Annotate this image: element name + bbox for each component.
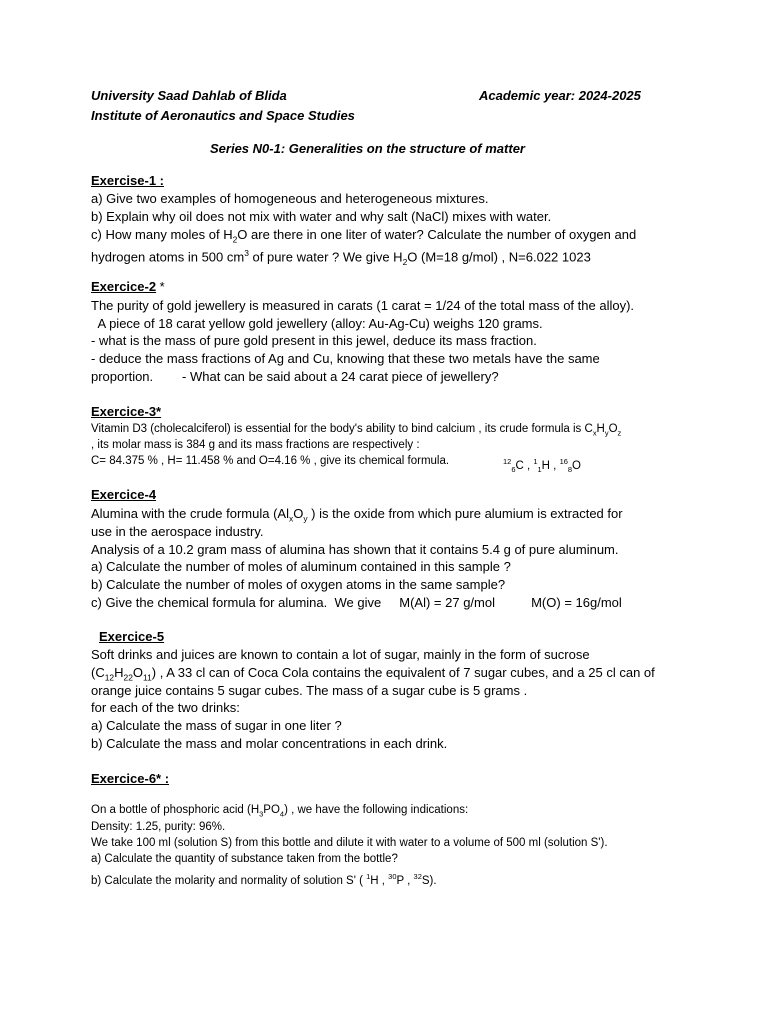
atomic-number: 1 xyxy=(537,465,542,475)
element-symbol: C , xyxy=(515,459,534,472)
mass-number: 32 xyxy=(413,872,422,881)
atomic-number: 6 xyxy=(511,465,516,475)
exercise-5-line4: for each of the two drinks: xyxy=(91,700,240,715)
element-symbol: O xyxy=(572,459,581,472)
subscript: y xyxy=(303,513,308,524)
mass-number: 30 xyxy=(388,872,397,881)
exercise-6-a: a) Calculate the quantity of substance taken from the bottle? xyxy=(91,853,398,865)
exercise-1-c-line2 xyxy=(91,244,591,271)
exercise-2-heading xyxy=(91,279,165,294)
text-segment: ) , A 33 cl can of Coca Cola contains the equivalent of 7 sugar cubes, and a 25 cl can of xyxy=(151,665,655,680)
text-segment: b) Calculate the molarity and normality of solution S' ( xyxy=(91,874,367,887)
exercise-4-a: a) Calculate the number of moles of aluminum contained in this sample ? xyxy=(91,559,511,574)
text-segment: ) , we have the following indications: xyxy=(284,804,469,816)
subscript: z xyxy=(617,428,622,438)
atomic-number: 8 xyxy=(567,465,573,475)
exercise-2-line3: - what is the mass of pure gold present in this jewel, deduce its mass fraction. xyxy=(91,333,537,348)
text-segment: O (M=18 g/mol) , N=6.022 1023 xyxy=(407,249,591,265)
exercise-1-a: a) Give two examples of homogeneous and heterogeneous mixtures. xyxy=(91,191,489,206)
text-segment: H xyxy=(596,423,605,435)
exercise-1-title: Exercise-1 : xyxy=(91,173,164,188)
exercise-2-line4: - deduce the mass fractions of Ag and Cu, knowing that these two metals have the same xyxy=(91,351,600,366)
element-symbol: S). xyxy=(421,874,437,887)
exercise-6-title: Exercice-6* : xyxy=(91,771,170,786)
subscript: 2 xyxy=(232,234,238,245)
academic-year: Academic year: 2024-2025 xyxy=(479,88,641,103)
mass-number: 1 xyxy=(366,872,371,881)
exercise-2-line2: A piece of 18 carat yellow gold jewellery (alloy: Au-Ag-Cu) weighs 120 grams. xyxy=(91,316,543,331)
subscript: x xyxy=(288,513,294,524)
exercise-5-b: b) Calculate the mass and molar concentrations in each drink. xyxy=(91,736,448,751)
mass-number: 1 xyxy=(533,457,538,466)
element-symbol: H , xyxy=(541,459,560,472)
text-segment: c) How many moles of H xyxy=(91,227,233,242)
exercise-4-title: Exercice-4 xyxy=(91,487,157,502)
text-segment: PO xyxy=(263,804,280,816)
text-segment: Alumina with the crude formula (Al xyxy=(91,506,289,521)
subscript: 22 xyxy=(123,672,133,683)
text-segment: H xyxy=(114,665,124,680)
subscript: 2 xyxy=(402,256,408,267)
exercise-3-title: Exercice-3* xyxy=(91,404,162,419)
text-segment: On a bottle of phosphoric acid (H xyxy=(91,804,260,816)
exercise-1-b: b) Explain why oil does not mix with water and why salt (NaCl) mixes with water. xyxy=(91,209,552,224)
text-segment: ) is the oxide from which pure alumium is extracted for xyxy=(307,506,623,521)
superscript: 3 xyxy=(244,248,249,258)
text-segment: O are there in one liter of water? Calculate the number of oxygen and xyxy=(237,227,637,242)
exercise-6-line2: Density: 1.25, purity: 96%. xyxy=(91,821,226,833)
exercise-2-line5: proportion. - What can be said about a 24 carat piece of jewellery? xyxy=(91,369,499,384)
text-segment: of pure water ? We give H xyxy=(248,249,403,265)
element-symbol: H , xyxy=(370,874,389,887)
exercise-5-a: a) Calculate the mass of sugar in one liter ? xyxy=(91,718,342,733)
element-symbol: P , xyxy=(396,874,414,887)
exercise-6-line3: We take 100 ml (solution S) from this bottle and dilute it with water to a volume of 500 ml (solution S'). xyxy=(91,837,608,849)
subscript: x xyxy=(592,428,597,438)
subscript: y xyxy=(604,428,609,438)
exercise-6-b xyxy=(91,868,437,890)
institute-name: Institute of Aeronautics and Space Studies xyxy=(91,108,355,123)
exercise-3-line3: C= 84.375 % , H= 11.458 % and O=4.16 % , give its chemical formula. xyxy=(91,455,450,467)
exercise-5-title: Exercice-5 xyxy=(99,629,165,644)
subscript: 4 xyxy=(279,809,285,819)
exercise-5-line1: Soft drinks and juices are known to contain a lot of sugar, mainly in the form of sucrose xyxy=(91,647,590,662)
exercise-3-line2: , its molar mass is 384 g and its mass fractions are respectively : xyxy=(91,439,420,451)
mass-number: 16 xyxy=(559,457,568,466)
text-segment: O xyxy=(293,506,304,521)
exercise-3-isotopes xyxy=(503,453,581,478)
text-segment: (C xyxy=(91,665,105,680)
subscript: 12 xyxy=(104,672,115,683)
exercise-5-line3: orange juice contains 5 sugar cubes. The mass of a sugar cube is 5 grams . xyxy=(91,683,528,698)
text-segment: O xyxy=(132,665,144,680)
subscript: 3 xyxy=(259,809,264,819)
exercise-4-line2: use in the aerospace industry. xyxy=(91,524,264,539)
mass-number: 12 xyxy=(503,457,512,466)
text-segment: O xyxy=(608,423,618,435)
subscript: 11 xyxy=(143,672,152,683)
text-segment: Vitamin D3 (cholecalciferol) is essential for the body's ability to bind calcium , its crude formula is C xyxy=(91,423,593,435)
exercise-2-line1: The purity of gold jewellery is measured in carats (1 carat = 1/24 of the total mass of the alloy). xyxy=(91,298,635,313)
exercise-4-c: c) Give the chemical formula for alumina. We give M(Al) = 27 g/mol M(O) = 16g/mol xyxy=(91,595,622,610)
text-segment: hydrogen atoms in 500 cm xyxy=(91,249,245,265)
exercise-4-b: b) Calculate the number of moles of oxygen atoms in the same sample? xyxy=(91,577,506,592)
series-title: Series N0-1: Generalities on the structure of matter xyxy=(210,141,525,156)
exercise-4-line3: Analysis of a 10.2 gram mass of alumina has shown that it contains 5.4 g of pure aluminum. xyxy=(91,542,619,557)
exercise-2-star: * xyxy=(156,279,165,294)
exercise-2-title: Exercice-2 xyxy=(91,279,157,294)
university-name: University Saad Dahlab of Blida xyxy=(91,88,287,103)
